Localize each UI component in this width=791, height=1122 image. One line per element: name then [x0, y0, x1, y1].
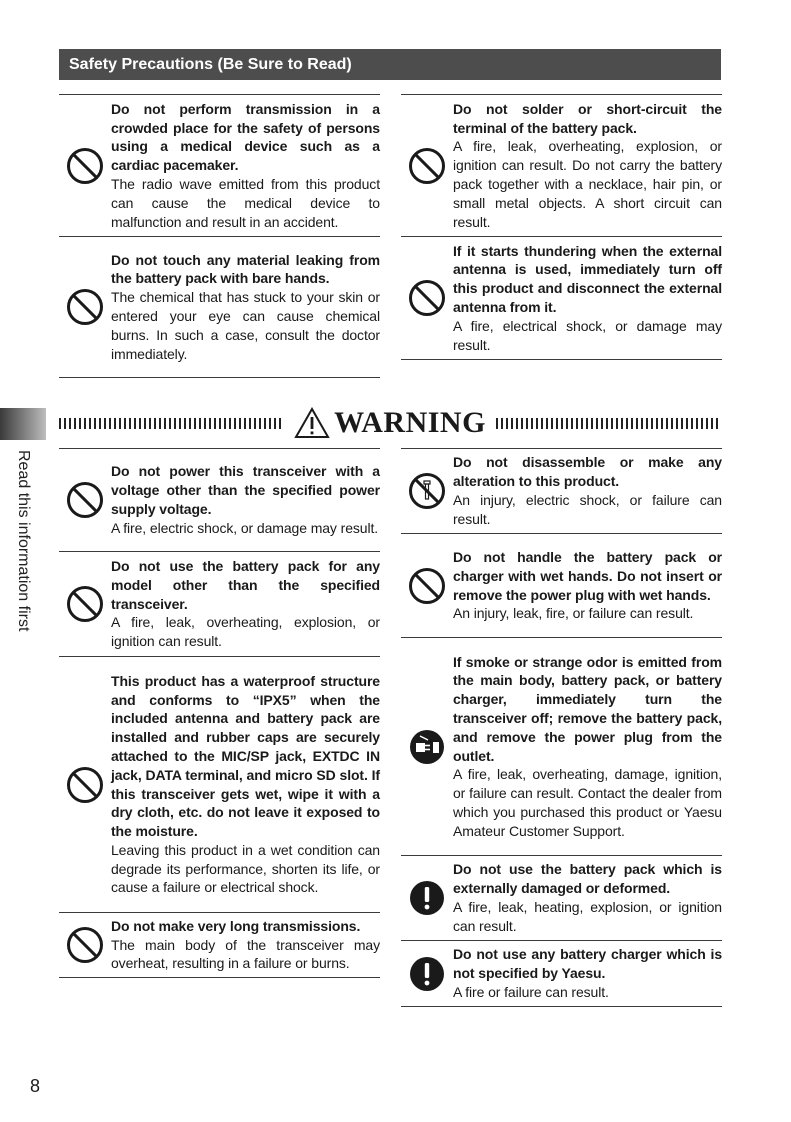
list-item: [401, 533, 722, 637]
item-bold-text: Do not make very long transmissions.: [111, 917, 361, 934]
section-header: Safety Precautions (Be Sure to Read): [59, 49, 721, 80]
item-bold-text: This product has a waterproof structure and conforms to “IPX5” when the included antenna and battery pack are installed and rubber caps are securely attached to the MIC/SP jack, EXTDC IN jack, DATA terminal, and micro SD slot. If this transceiver gets wet, wipe it with a dry cloth, etc. do not leave it exposed to the moisture.: [111, 672, 380, 840]
warning-banner: [59, 404, 721, 442]
hatch-divider-right: [496, 418, 721, 429]
item-body-text: The main body of the transceiver may overheat, resulting in a failure or burns.: [111, 936, 380, 972]
side-label: Read this information first: [15, 450, 32, 632]
prohibition-icon: [66, 766, 104, 804]
warning-triangle-icon: [294, 407, 330, 439]
item-body-text: A fire or failure can result.: [453, 983, 609, 1000]
item-body-text: A fire, electrical shock, or damage may result.: [453, 317, 722, 353]
list-item: [401, 855, 722, 940]
item-bold-text: If it starts thundering when the external antenna is used, immediately turn off this product and disconnect the external antenna from it.: [453, 242, 722, 315]
item-body-text: Leaving this product in a wet condition can degrade its performance, shorten its life, or cause a failure or electrical shock.: [111, 841, 380, 896]
prohibition-icon: [66, 926, 104, 964]
item-bold-text: Do not use the battery pack for any model other than the specified transceiver.: [111, 558, 380, 612]
top-right-column: [401, 94, 722, 360]
item-body-text: A fire, electric shock, or damage may result.: [111, 519, 379, 536]
list-item: [401, 448, 722, 533]
list-item: [59, 448, 380, 551]
item-body-text: A fire, leak, overheating, explosion, or ignition can result.: [111, 614, 380, 650]
bottom-left-column: [59, 448, 380, 978]
list-item: [59, 551, 380, 656]
item-bold-text: Do not handle the battery pack or charger with wet hands. Do not insert or remove the power plug with wet hands.: [453, 548, 722, 603]
item-body-text: A fire, leak, overheating, damage, ignition, or failure can result. Contact the dealer from which you purchased this product or Yaesu Amateur Customer Support.: [453, 766, 722, 839]
item-bold-text: Do not use the battery pack which is externally damaged or deformed.: [453, 861, 722, 897]
item-bold-text: Do not disassemble or make any alteration to this product.: [453, 454, 722, 490]
list-item: [59, 94, 380, 236]
hatch-divider-left: [59, 418, 284, 429]
prohibition-icon: [66, 585, 104, 623]
item-body-text: The radio wave emitted from this product can cause the medical device to malfunction and result in an accident.: [111, 175, 380, 230]
list-item: [401, 94, 722, 236]
top-left-column: [59, 94, 380, 378]
item-body-text: An injury, electric shock, or failure can result.: [453, 492, 722, 527]
prohibition-icon: [66, 147, 104, 185]
item-bold-text: Do not use any battery charger which is not specified by Yaesu.: [453, 946, 722, 982]
item-bold-text: Do not perform transmission in a crowded place for the safety of persons using a medical device such as a cardiac pacemaker.: [111, 100, 380, 174]
item-body-text: An injury, leak, fire, or failure can result.: [453, 605, 694, 622]
prohibition-icon: [66, 288, 104, 326]
prohibition-icon: [408, 279, 446, 317]
prohibition-icon: [408, 567, 446, 605]
list-item: [59, 912, 380, 978]
list-item: [59, 236, 380, 378]
item-bold-text: Do not solder or short-circuit the terminal of the battery pack.: [453, 100, 722, 136]
unplug-icon: [408, 728, 446, 766]
item-bold-text: If smoke or strange odor is emitted from the main body, battery pack, or battery charger, immediately turn the transceiver off; remove the battery pack, and remove the power plug from the outlet.: [453, 653, 722, 764]
item-bold-text: Do not touch any material leaking from the battery pack with bare hands.: [111, 251, 380, 287]
list-item: [401, 236, 722, 360]
prohibition-icon: [66, 481, 104, 519]
item-body-text: The chemical that has stuck to your skin or entered your eye can cause chemical burns. In such a case, consult the doctor immediately.: [111, 289, 380, 362]
mandatory-action-icon: [408, 955, 446, 993]
item-body-text: A fire, leak, heating, explosion, or ignition can result.: [453, 899, 722, 934]
list-item: [59, 656, 380, 912]
warning-label: WARNING: [334, 406, 486, 439]
item-body-text: A fire, leak, overheating, explosion, or ignition can result. Do not carry the battery pack together with a necklace, hair pin, or small metal objects. A short circuit can result.: [453, 138, 722, 230]
item-bold-text: Do not power this transceiver with a voltage other than the specified power supply voltage.: [111, 463, 380, 517]
no-disassembly-icon: [408, 472, 446, 510]
mandatory-action-icon: [408, 879, 446, 917]
list-item: [401, 637, 722, 855]
bottom-right-column: [401, 448, 722, 1007]
list-item: [401, 940, 722, 1007]
prohibition-icon: [408, 147, 446, 185]
page-number: 8: [30, 1076, 41, 1096]
side-tab-marker: [0, 408, 46, 440]
